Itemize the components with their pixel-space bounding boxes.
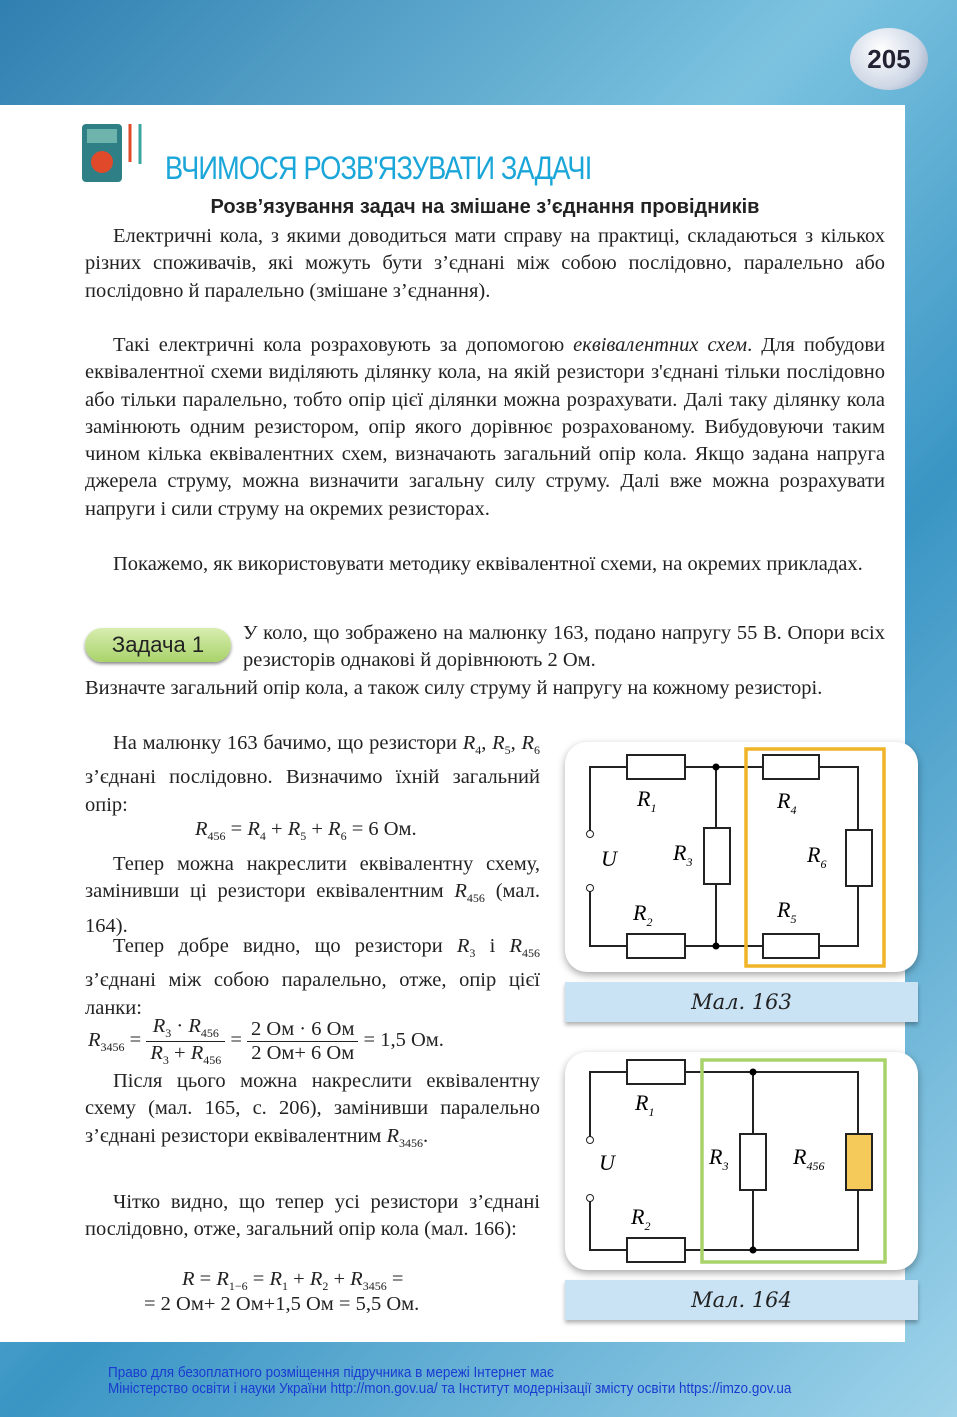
text: Після цього можна накреслити еквівалентну схему (мал. 165, с. 206), замінивши паралельно з’єднані резистори еквівалентним [85,1070,540,1147]
text: Тепер можна накреслити еквівалентну схему, замінивши ці резистори еквівалентним [85,853,540,903]
text: Тепер добре видно, що резистори [113,935,457,957]
emphasis: еквівалентних схем [573,334,748,356]
footer-notice [108,1365,791,1397]
footer-line: Міністерство освіти і науки України http://mon.gov.ua/ та Інститут модернізації змісту освіти https://imzo.gov.ua [108,1380,792,1397]
voltage-label: U [601,846,617,871]
paragraph-1: Електричні кола, з якими доводиться мати справу на практиці, складаються з кількох різних споживачів, які можуть бути з’єднані між собою послідовно, паралельно або послідовно й паралельно (змішане з’єднання). [85,225,885,302]
svg-text:R3: $R_3$ [709,1144,729,1173]
formula-total-result: = 2 Ом+ 2 Ом+1,5 Ом = 5,5 Ом. [144,1293,420,1315]
footer-line: Право для безоплатного розміщення підручника в мережі Інтернет має [108,1364,554,1381]
multimeter-icon [80,122,150,184]
solution-2: Тепер можна накреслити еквівалентну схему, замінивши ці резистори еквівалентним $R_{456}$ (мал. 164). [85,853,540,937]
figure-163 [565,742,918,972]
svg-text:R5: $R_5$ [777,897,797,926]
solution-4: Після цього можна накреслити еквівалентну схему (мал. 165, с. 206), замінивши паралельно з’єднані резистори еквівалентним $R_{3456}$. [85,1070,540,1150]
circuit-diagram-164 [565,1052,918,1270]
formula-r456: $R_{456} = R_4 + R_5 + R_6 = 6$ Ом. [195,818,417,843]
svg-text:R2: $R_2$ [633,900,653,929]
text: (мал. 164). [85,880,540,937]
task-text: У коло, що зображено на малюнку 163, подано напругу 55 В. Опори всіх резисторів однакові й дорівнюють 2 Ом. [243,622,885,672]
text: і [475,935,510,957]
task-badge: Задача 1 [85,628,231,662]
svg-text:R1: $R_1$ [637,786,657,815]
svg-text:R3: $R_3$ [673,840,693,869]
svg-text:U: U [599,1150,615,1175]
text: Такі електричні кола розраховують за допомогою [113,334,574,356]
text: На малюнку 163 бачимо, що резистори [113,732,463,754]
figure-164-caption: Мал. 164 [565,1280,918,1320]
circuit-diagram-163 [565,742,918,972]
svg-text:R6: $R_6$ [807,842,827,871]
paragraph-3: Покажемо, як використовувати методику еквівалентної схеми, на окремих прикладах. [113,553,863,575]
denominator: 2 Ом+ 6 Ом [251,1042,355,1064]
svg-text:R1: $R_1$ [635,1090,655,1119]
svg-text:R2: $R_2$ [631,1204,651,1233]
text: з’єднані послідовно. Визначимо їхній загальний опір: [85,766,540,816]
formula-total: $R = R_{1-6} = R_1 + R_2 + R_{3456}$ = [182,1268,404,1293]
solution-5: Чітко видно, що тепер усі резистори з’єднані послідовно, отже, загальний опір кола (мал. 166): [85,1191,540,1241]
paragraph-2 [85,332,885,523]
svg-text:R456: $R_{456}$ [793,1144,825,1173]
formula-r3456: $R_{3456}$ = $\frac{R_3 \cdot R_{456}}{R_3 + R_{456}}$ = $\frac{2 Ом \cdot 6 Ом}{2 Ом+ 6 Ом}$ = 1,5 Ом. [88,1015,444,1067]
text: . [423,1124,429,1147]
page-number: 205 [850,28,928,90]
task-text-cont: Визначте загальний опір кола, а також силу струму й напругу на кожному резисторі. [85,677,823,699]
text: з’єднані між собою паралельно, отже, опір цієї ланки: [85,969,540,1019]
heading: Розв’язування задач на змішане з’єднання провідників [210,196,760,218]
formula-result: = 1,5 Ом. [363,1029,444,1052]
numerator: 2 Ом · 6 Ом [247,1018,358,1042]
solution-1: На малюнку 163 бачимо, що резистори $R_4$, $R_5$, $R_6$ з’єднані послідовно. Визначимо їхній загальний опір: [85,732,541,816]
svg-text:R4: $R_4$ [777,788,797,817]
formula-result: = 6 Ом. [351,818,417,840]
section-title: ВЧИМОСЯ РОЗВ'ЯЗУВАТИ ЗАДАЧІ [165,150,592,186]
figure-164 [565,1052,918,1270]
solution-3: Тепер добре видно, що резистори $R_3$ і $R_{456}$ з’єднані між собою паралельно, отже, опір цієї ланки: [85,935,540,1019]
figure-163-caption: Мал. 163 [565,982,918,1022]
text: . Для побудови еквівалентної схеми виділяють ділянку кола, на якій резистори з'єднані тільки послідовно або тільки паралельно, тобто опір цієї ділянки можна розрахувати. Далі таку ділянку кола замінюють одним резистором, опір якого дорівнює розрахованому. Вибудовуючи таким чином кілька еквівалентних схем, визначають загальний опір кола. Якщо задана напруга джерела струму, можна визначити загальну силу струму. Далі вже можна розрахувати напруги і сили струму на окремих резисторах. [85,334,885,520]
